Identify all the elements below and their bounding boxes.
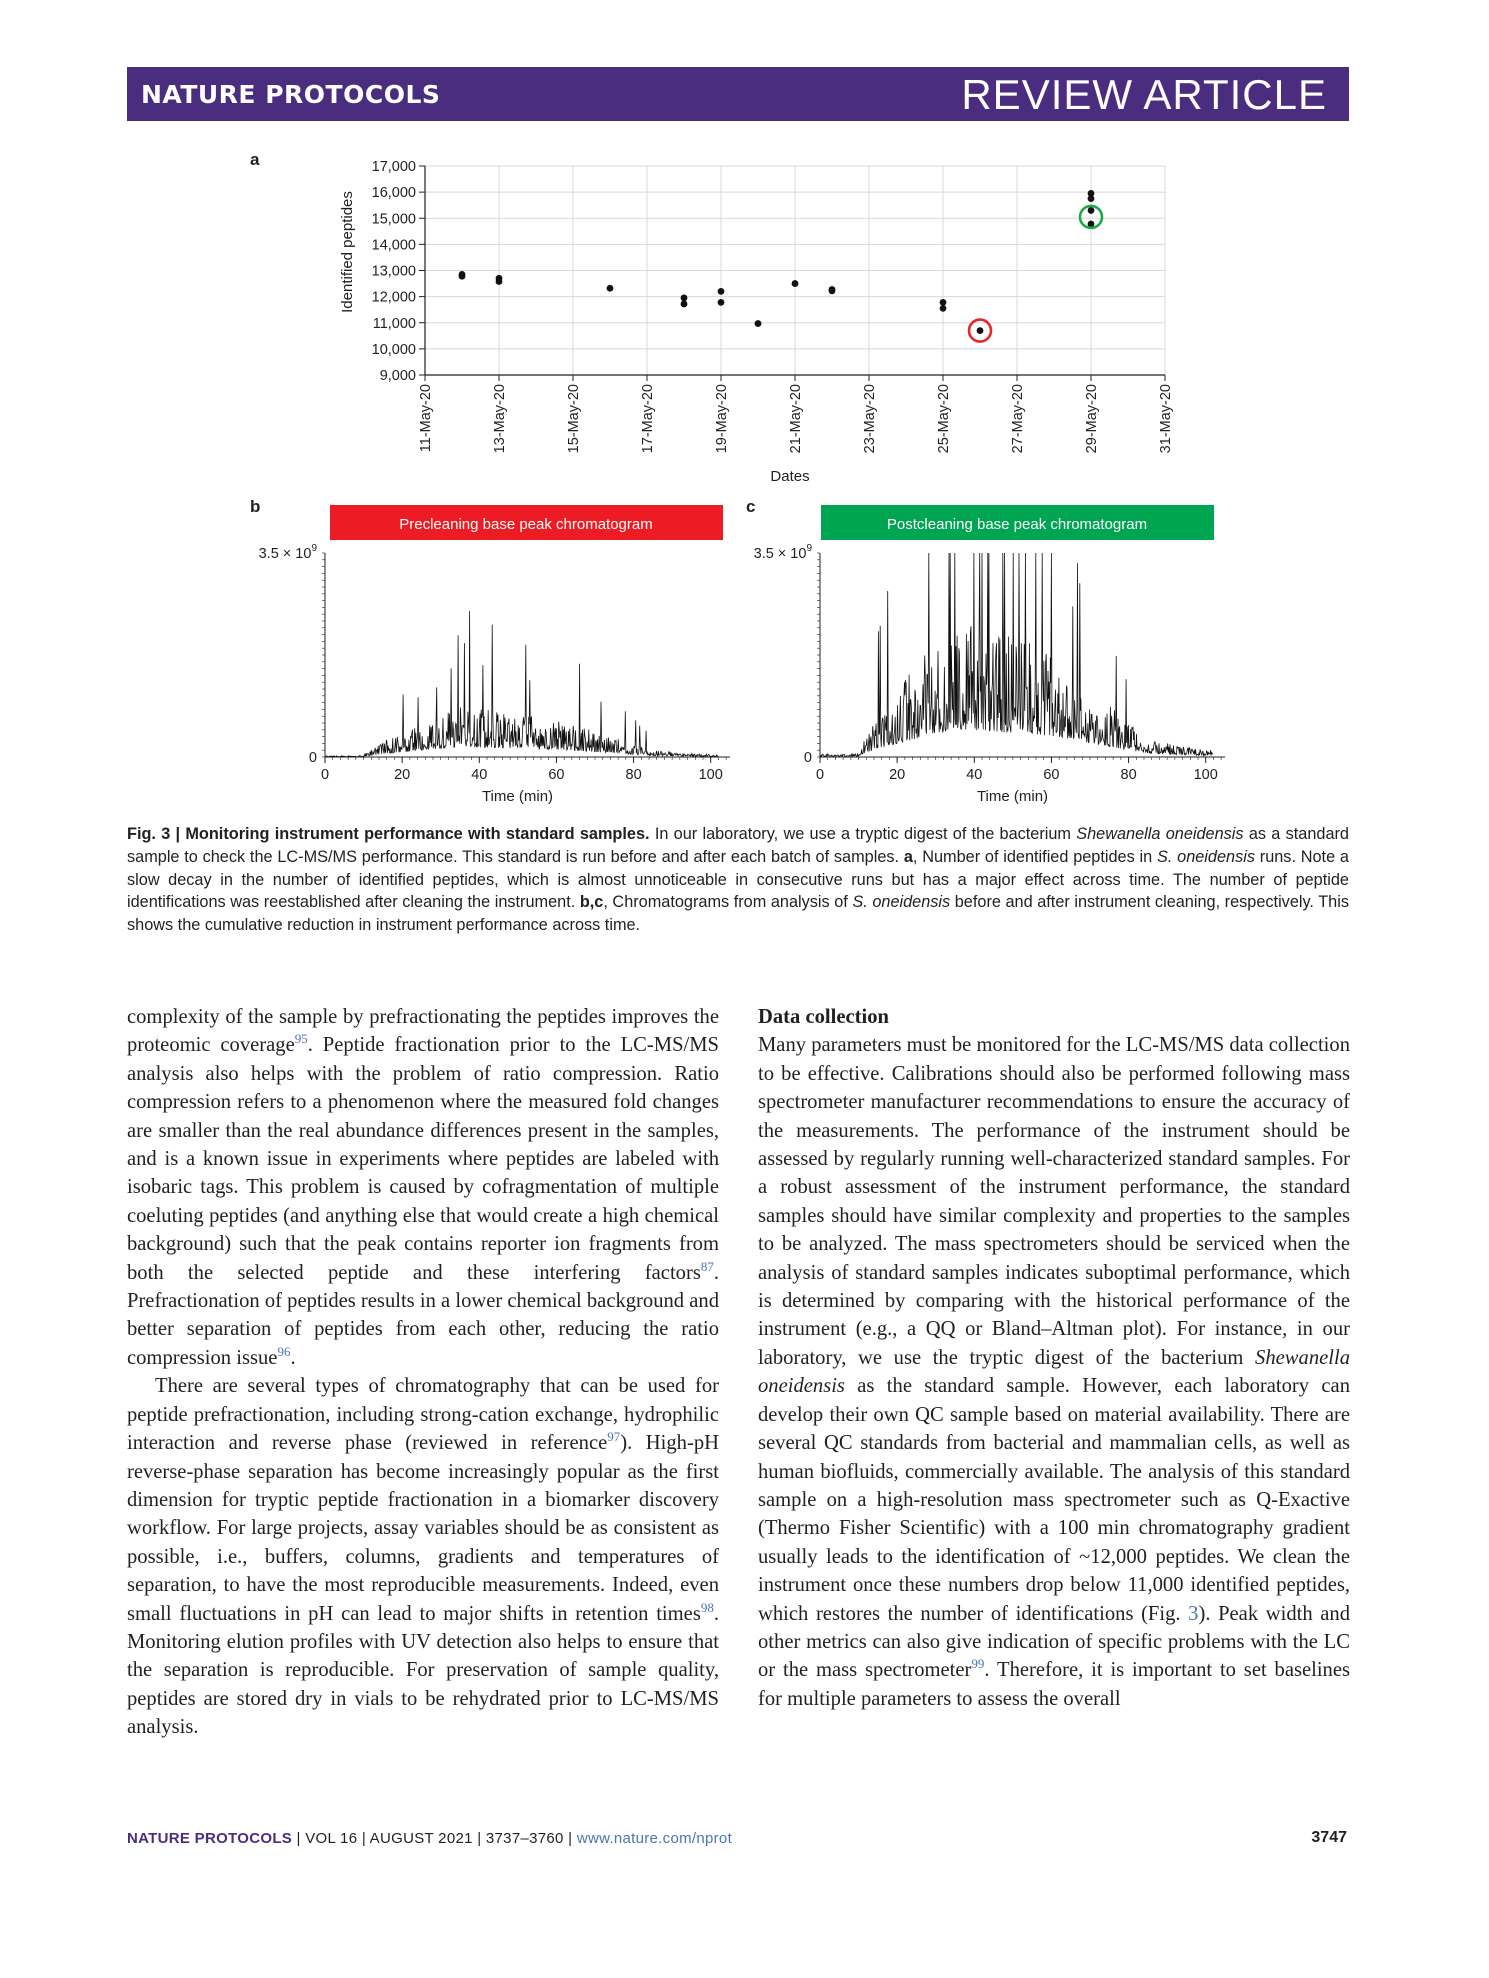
paragraph: There are several types of chromatography that can be used for peptide prefractionation, including strong-cation exchange, hydrophilic interaction and reverse phase (reviewed in reference$^{97}$). High-pH reverse-phase separation has become increasingly popular as the first dimension for tryptic peptide fractionation in a biomarker discovery workflow. For large projects, assay variables should be as consistent as possible, i.e., buffers, columns, gradients and temperatures of separation, to have the most reproducible measurements. Indeed, even small fluctuations in pH can lead to major shifts in retention times$^{98}$. Monitoring elution profiles with UV detection also helps to ensure that the separation is reproducible. For preservation of sample quality, peptides are stored dry in vials to be rehydrated prior to LC-MS/MS analysis.: [127, 1375, 720, 1739]
citation-link[interactable]: 97: [607, 1429, 621, 1445]
paragraph: Many parameters must be monitored for the LC-MS/MS data collection to be effective. Calibrations should also be performed following mass spectrometer manufacturer recommendations to ensure the accuracy of the measurements. The performance of the instrument should be assessed by regularly running well-characterized standard samples. For a robust assessment of the instrument performance, the standard samples should have similar complexity and properties to the samples to be analyzed. The mass spectrometers should be serviced when the analysis of standard samples indicates suboptimal performance, which is determined by comparing with the historical performance of the instrument (e.g., a QQ or Bland–Altman plot). For instance, in our laboratory, we use the tryptic digest of the bacterium Shewanella oneidensis as the standard sample. However, each laboratory can develop their own QC sample based on material availability. There are several QC standards from bacterial and mammalian cells, as well as human biofluids, commercially available. The analysis of this standard sample on a high-resolution mass spectrometer such as Q-Exactive (Thermo Fisher Scientific) with a 100 min chromatography gradient usually leads to the identification of ~12,000 peptides. We clean the instrument once these numbers drop below 11,000 identified peptides, which restores the number of identifications (Fig. 3). Peak width and other metrics can also give indication of specific problems with the LC or the mass spectrometer$^{99}$. Therefore, it is important to set baselines for multiple parameters to assess the overall: [758, 1034, 1351, 1710]
data-point: [607, 285, 614, 292]
x-axis-label: Time (min): [976, 788, 1049, 805]
postcleaning-chromatogram: [740, 505, 1230, 810]
x-tick-label: 40: [966, 767, 983, 783]
x-tick-label: 25-May-20: [936, 384, 952, 454]
paragraph: complexity of the sample by prefractionating the peptides improves the proteomic coverage$^{95}$. Peptide fractionation prior to the LC-MS/MS analysis also helps with the problem of ratio compression. Ratio compression refers to a phenomenon where the measured fold changes are smaller than the real abundance differences present in the samples, and is a known issue in experiments where peptides are labeled with isobaric tags. This problem is caused by cofragmentation of multiple coeluting peptides (and anything else that would create a high chemical background) such that the peak contains reporter ion fragments from both the selected peptide and these interfering factors$^{87}$. Prefractionation of peptides results in a lower chemical background and better separation of peptides from each other, reducing the ratio compression issue$^{96}$.: [127, 1006, 720, 1369]
x-tick-label: 20: [889, 767, 906, 783]
x-tick-label: 100: [698, 767, 723, 783]
y-tick-label: 15,000: [371, 211, 416, 228]
peptides-scatter-chart: [330, 150, 1174, 490]
x-tick-label: 60: [548, 767, 565, 783]
citation-link[interactable]: 87: [700, 1258, 714, 1274]
x-tick-label: 15-May-20: [566, 384, 582, 454]
y-tick-top-label: $3.5 \times 10^9$: [753, 543, 812, 562]
chromatogram-trace: [325, 611, 718, 757]
data-point: [718, 299, 725, 306]
figure-caption: [127, 823, 1349, 937]
y-tick-zero-label: 0: [308, 750, 317, 766]
citation-link[interactable]: 96: [277, 1344, 291, 1360]
scatter-y-label: Identified peptides: [339, 191, 356, 313]
caption-text: , Number of identified peptides in: [912, 847, 1157, 866]
footer-pages: 3737–3760: [485, 1830, 564, 1847]
x-tick-label: 13-May-20: [492, 384, 508, 454]
data-point: [681, 295, 688, 302]
x-tick-label: 60: [1043, 767, 1060, 783]
data-point: [792, 280, 799, 287]
x-tick-label: 19-May-20: [714, 384, 730, 454]
y-tick-label: 16,000: [371, 185, 416, 202]
caption-text: runs. Note a slow decay in the number of identified peptides, which is almost unnoticeable in consecutive runs but has a major effect across time. The number of peptide identifications was reestablished after cleaning the instrument.: [127, 847, 1349, 912]
page-number: 3747: [1311, 1829, 1347, 1846]
chromatogram-trace: [820, 553, 1213, 756]
footer-volume: VOL 16: [305, 1830, 358, 1847]
panel-b-letter: b: [250, 497, 261, 516]
section-heading: Data collection: [758, 1006, 889, 1028]
data-point: [829, 287, 836, 294]
x-tick-label: 0: [320, 767, 330, 783]
caption-text: In our laboratory, we use a tryptic digest of the bacterium: [649, 825, 1077, 843]
x-axis-label: Time (min): [481, 788, 554, 805]
scatter-points: [459, 190, 1095, 334]
footer: NATURE PROTOCOLS | VOL 16 | AUGUST 2021 | 3737–3760 | www.nature.com/nprot: [127, 1830, 733, 1847]
x-tick-label: 11-May-20: [418, 384, 434, 453]
x-tick-label: 27-May-20: [1010, 384, 1026, 454]
y-tick-label: 11,000: [372, 315, 416, 332]
y-tick-label: 10,000: [371, 341, 416, 358]
x-tick-label: 80: [1120, 767, 1137, 783]
data-point: [459, 273, 466, 280]
data-point: [755, 320, 762, 327]
y-tick-label: 12,000: [371, 289, 416, 306]
y-tick-label: 17,000: [371, 159, 416, 175]
x-tick-label: 31-May-20: [1158, 384, 1174, 454]
right-column: [758, 1003, 1350, 1713]
left-column: [127, 1003, 719, 1742]
figure-link[interactable]: 3: [1188, 1602, 1199, 1625]
data-point: [718, 288, 725, 295]
citation-link[interactable]: 98: [700, 1599, 714, 1615]
data-point: [496, 278, 503, 285]
caption-text: as a standard sample to check the LC-MS/MS performance. This standard is run before and after each batch of samples.: [127, 825, 1349, 866]
x-tick-label: 23-May-20: [862, 384, 878, 454]
panel-a-letter: a: [250, 150, 260, 169]
caption-species: Shewanella oneidensis: [1076, 825, 1244, 843]
caption-species: S. oneidensis: [852, 893, 951, 912]
citation-link[interactable]: 95: [294, 1031, 308, 1047]
caption-species: S. oneidensis: [1156, 847, 1255, 866]
scatter-highlights: [969, 206, 1102, 342]
x-tick-label: 21-May-20: [788, 384, 804, 454]
data-point: [681, 301, 688, 308]
postcleaning-title: Postcleaning base peak chromatogram: [886, 516, 1148, 533]
journal-name: NATURE PROTOCOLS: [141, 80, 441, 109]
scatter-x-ticks: [418, 375, 1174, 453]
x-tick-label: 40: [471, 767, 488, 783]
data-point: [940, 305, 947, 312]
article-type: REVIEW ARTICLE: [961, 71, 1327, 118]
x-tick-label: 17-May-20: [640, 384, 656, 454]
caption-panel-label: a: [903, 847, 913, 866]
data-point: [1088, 207, 1095, 214]
panel-c-letter: c: [746, 497, 756, 516]
y-tick-label: 13,000: [371, 263, 416, 280]
x-tick-label: 80: [625, 767, 642, 783]
caption-text: , Chromatograms from analysis of: [603, 893, 853, 912]
scatter-grid: [425, 166, 1165, 375]
scatter-x-label: Dates: [770, 468, 810, 485]
journal-url-link[interactable]: www.nature.com/nprot: [576, 1830, 733, 1847]
precleaning-chromatogram: [245, 505, 735, 810]
scatter-y-ticks: [372, 159, 425, 384]
caption-text: before and after instrument cleaning, respectively. This shows the cumulative reduction in instrument performance across time.: [127, 893, 1349, 935]
y-tick-zero-label: 0: [803, 750, 812, 766]
x-tick-label: 20: [394, 767, 411, 783]
caption-panel-label: b,c: [579, 893, 604, 912]
data-point: [977, 327, 984, 334]
footer-journal: NATURE PROTOCOLS: [127, 1830, 293, 1847]
footer-issue: AUGUST 2021: [369, 1830, 473, 1847]
x-tick-label: 0: [815, 767, 825, 783]
data-point: [940, 299, 947, 306]
citation-link[interactable]: 99: [971, 1656, 985, 1672]
x-tick-label: 100: [1193, 767, 1218, 783]
caption-fig-label: Fig. 3 | Monitoring instrument performance with standard samples.: [127, 825, 650, 843]
y-tick-label: 14,000: [371, 237, 416, 254]
y-tick-top-label: $3.5 \times 10^9$: [258, 543, 317, 562]
x-tick-label: 29-May-20: [1084, 384, 1100, 454]
y-tick-label: 9,000: [379, 368, 416, 384]
data-point: [1088, 195, 1095, 202]
header-banner: [127, 67, 1349, 121]
precleaning-title: Precleaning base peak chromatogram: [399, 516, 653, 533]
